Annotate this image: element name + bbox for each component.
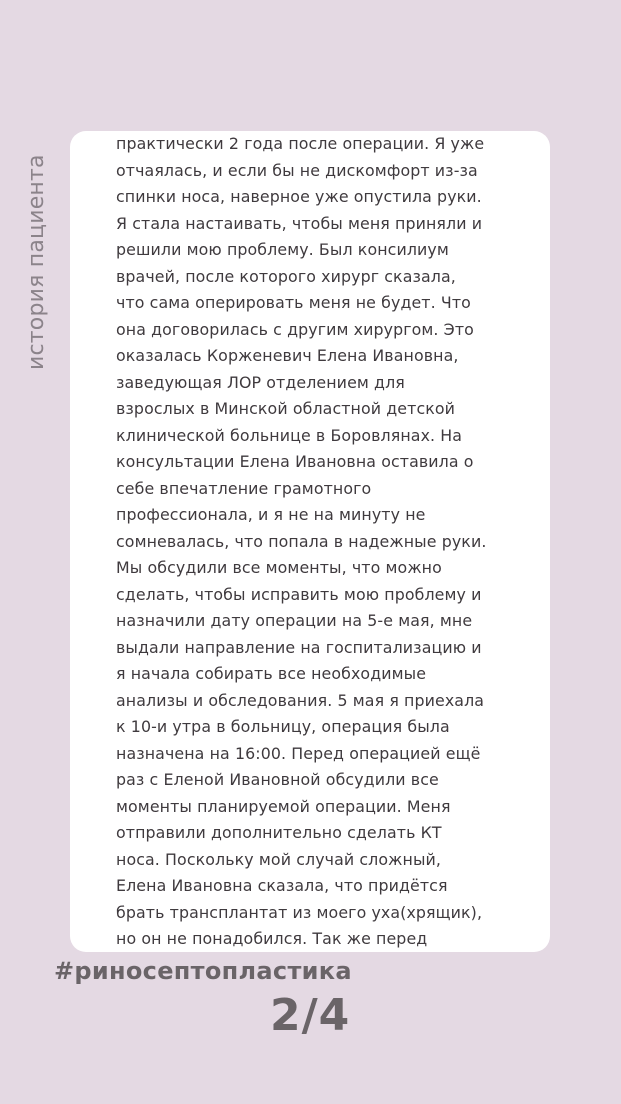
story-line: отправили дополнительно сделать КТ xyxy=(116,823,442,842)
story-line: назначена на 16:00. Перед операцией ещё xyxy=(116,743,481,763)
story-line: сделать, чтобы исправить мою проблему и xyxy=(116,584,482,604)
story-line: решили мою проблему. Был консилиум xyxy=(116,240,449,259)
story-line: спинки носа, наверное уже опустила руки. xyxy=(116,187,482,206)
story-text xyxy=(116,131,536,952)
story-line: отчаялась, и если бы не дискомфорт из-за xyxy=(116,160,478,180)
story-line: я начала собирать все необходимые xyxy=(116,664,427,683)
story-line: оказалась Корженевич Елена Ивановна, xyxy=(116,346,459,365)
story-line: выдали направление на госпитализацию и xyxy=(116,637,482,657)
story-line: назначили дату операции на 5-е мая, мне xyxy=(116,611,473,630)
story-line: моменты планируемой операции. Меня xyxy=(116,796,451,816)
story-line: раз с Еленой Ивановной обсудили все xyxy=(116,770,439,789)
story-line: практически 2 года после операции. Я уже xyxy=(116,134,485,153)
story-card xyxy=(70,131,550,952)
story-line: Я стала настаивать, чтобы меня приняли и xyxy=(116,213,483,233)
story-line: она договорилась с другим хирургом. Это xyxy=(116,319,474,339)
story-line: Елена Ивановна сказала, что придётся xyxy=(116,876,448,895)
story-line: заведующая ЛОР отделением для xyxy=(116,372,405,392)
story-line: брать трансплантат из моего уха(хрящик), xyxy=(116,902,483,922)
story-line: профессионала, и я не на минуту не xyxy=(116,505,426,524)
side-title: история пациента xyxy=(24,154,49,370)
story-line: взрослых в Минской областной детской xyxy=(116,399,456,418)
story-line: сомневалась, что попала в надежные руки. xyxy=(116,531,487,551)
story-line: консультации Елена Ивановна оставила о xyxy=(116,452,474,471)
story-line: к 10-и утра в больницу, операция была xyxy=(116,717,450,736)
page-indicator: 2/4 xyxy=(270,990,351,1041)
story-line: что сама оперировать меня не будет. Что xyxy=(116,293,471,312)
story-line: врачей, после которого хирург сказала, xyxy=(116,266,456,286)
story-line: Мы обсудили все моменты, что можно xyxy=(116,558,442,577)
story-line: но он не понадобился. Так же перед xyxy=(116,929,428,948)
hashtag[interactable]: #риносептопластика xyxy=(54,957,352,985)
story-line: клинической больнице в Боровлянах. На xyxy=(116,425,463,445)
story-line: носа. Поскольку мой случай сложный, xyxy=(116,849,442,869)
story-line: себе впечатление грамотного xyxy=(116,478,372,498)
story-line: анализы и обследования. 5 мая я приехала xyxy=(116,690,485,710)
